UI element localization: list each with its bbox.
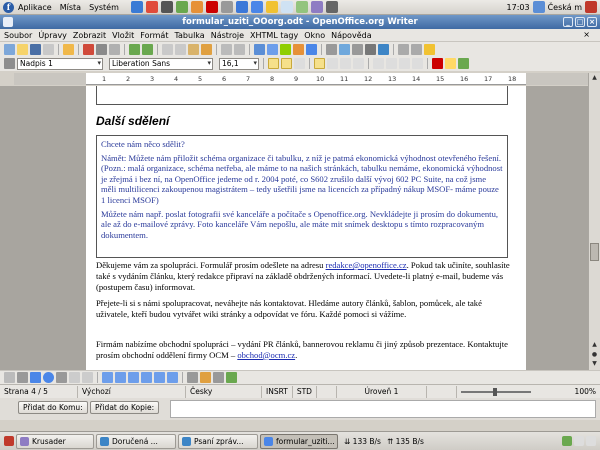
standard-toolbar (0, 41, 600, 56)
align-right-icon[interactable] (340, 58, 351, 69)
status-bar (0, 384, 600, 398)
styles-icon[interactable] (4, 58, 15, 69)
font-name-select[interactable]: Liberation Sans ▾ (109, 58, 213, 70)
freeform-icon[interactable] (56, 372, 67, 383)
business-email-link[interactable]: obchod@ocm.cz (237, 349, 296, 360)
launcher-tool-icon[interactable] (221, 1, 233, 13)
print-preview-icon[interactable] (109, 44, 120, 55)
window-titlebar (0, 15, 600, 29)
help-icon[interactable] (378, 44, 389, 55)
basic-shapes-icon[interactable] (102, 372, 113, 383)
outline-level: Úroveň 1 (337, 386, 427, 398)
launcher-terminal-icon[interactable] (161, 1, 173, 13)
edit-file-icon[interactable] (63, 44, 74, 55)
paragraph-style-select[interactable]: Nadpis 1 ▾ (17, 58, 103, 70)
panel-tray (507, 1, 597, 13)
bullets-icon[interactable] (386, 58, 397, 69)
paragraph-thanks: Děkujeme vám za spolupráci. Formulář prosím odešlete na adresu redakce@openoffice.cz. Pokud tak učiníte, souhlasíte také s vydáním článku, který redakce připraví na základě obdržených informací. Uvedete-li platný e-mail, budeme vás (postupem času) informovat. (96, 260, 510, 292)
close-window-button[interactable]: × (587, 17, 597, 27)
ruler-tick: 16 (460, 75, 469, 83)
task-compose[interactable]: Psaní zpráv... (178, 434, 258, 449)
menu-format[interactable]: Formát (140, 30, 169, 40)
launcher-impress-icon[interactable] (266, 1, 278, 13)
drawing-toolbar (0, 370, 600, 384)
ruler-tick: 5 (198, 75, 203, 83)
menu-help[interactable]: Nápověda (331, 30, 372, 40)
print-icon[interactable] (96, 44, 107, 55)
box-title: Chcete nám něco sdělit? (101, 139, 185, 149)
add-cc-button[interactable]: Přidat do Kopie: (90, 401, 159, 414)
launcher-writer-icon[interactable] (236, 1, 248, 13)
fedora-logo-icon[interactable]: f (3, 2, 14, 13)
export-pdf-icon[interactable] (83, 44, 94, 55)
align-left-icon[interactable] (314, 58, 325, 69)
chart-icon[interactable] (293, 44, 304, 55)
italic-icon[interactable] (281, 58, 292, 69)
menu-tools[interactable]: Nástroje (210, 30, 245, 40)
paragraph-business: Firmám nabízíme obchodní spolupráci – vydání PR článků, bannerovou reklamu či jiný způsob prezentace. Kontaktujte prosím obchodní oddělení firmy OCM – obchod@ocm.cz. (96, 339, 508, 360)
ruler-tick: 2 (126, 75, 131, 83)
menu-table[interactable]: Tabulka (174, 30, 205, 40)
hyperlink-icon[interactable] (254, 44, 265, 55)
menu-applications[interactable]: Aplikace (18, 2, 52, 12)
text-icon[interactable] (69, 372, 80, 383)
menu-places[interactable]: Místa (59, 2, 82, 12)
paragraph-cooperation: Přejete-li si s námi spolupracovat, neváhejte nás kontaktovat. Hledáme autory článků, šablon, pomůcek, ale také uživatele, kteří budou vytvářet wiki stránky a odpovídat ve fóru. Každé pomoci si vážíme. (96, 298, 482, 319)
view-layout-icons[interactable] (427, 386, 457, 398)
bottom-taskbar (0, 431, 600, 450)
ruler-tick: 6 (222, 75, 227, 83)
vertical-scrollbar[interactable] (588, 73, 600, 370)
bold-icon[interactable] (268, 58, 279, 69)
editorial-email-link[interactable]: redakce@openoffice.cz (325, 260, 407, 270)
rectangle-icon[interactable] (30, 372, 41, 383)
ruler-tick: 1 (102, 75, 107, 83)
trash-icon[interactable] (586, 436, 596, 446)
flowchart-icon[interactable] (141, 372, 152, 383)
previous-table-box[interactable] (96, 86, 508, 105)
line-icon[interactable] (17, 372, 28, 383)
launcher-calc-icon[interactable] (251, 1, 263, 13)
maximize-button[interactable]: □ (576, 18, 584, 26)
show-desktop-icon[interactable] (4, 436, 14, 446)
section-heading[interactable]: Další sdělení (96, 114, 170, 128)
extension-panel (0, 398, 600, 420)
ruler-tick: 17 (484, 75, 493, 83)
network-icon[interactable] (533, 1, 545, 13)
launcher-network-icon[interactable] (296, 1, 308, 13)
launcher-mail-icon[interactable] (146, 1, 158, 13)
menu-system[interactable]: Systém (89, 2, 119, 12)
add-to-button[interactable]: Přidat do Komu: (18, 401, 88, 414)
ruler-tick: 14 (412, 75, 421, 83)
ruler-tick: 13 (388, 75, 397, 83)
callout-icon[interactable] (82, 372, 93, 383)
zoom-icon[interactable] (365, 44, 376, 55)
logout-icon[interactable] (585, 1, 597, 13)
extension-text-area[interactable] (170, 400, 596, 418)
nonprinting-chars-icon[interactable] (352, 44, 363, 55)
launcher-chat-icon[interactable] (311, 1, 323, 13)
launcher-add-icon[interactable] (206, 1, 218, 13)
draw-functions-icon[interactable] (306, 44, 317, 55)
network-upload-rate: ⇈ 135 B/s (386, 436, 424, 446)
navigation-icon[interactable]: ● (591, 351, 598, 358)
horizontal-ruler[interactable] (14, 73, 588, 85)
extrusion-icon[interactable] (226, 372, 237, 383)
ruler-tick: 8 (270, 75, 275, 83)
ruler-tick: 15 (436, 75, 445, 83)
message-box[interactable] (96, 135, 508, 258)
selection-mode-indicator[interactable]: STD (293, 386, 317, 398)
scrollbar-thumb[interactable] (590, 243, 599, 261)
select-icon[interactable] (4, 372, 15, 383)
launcher-icons (131, 1, 338, 13)
box-paragraph-2: Můžete nám např. poslat fotografii své kanceláře a počítače s Openoffice.org. Nevkládejte ji prosím do dokumentu, ale až do e-mailové zprávy. Foto kanceláře Vám nepošlu, ale máte mit snímek desktopu s tímto rozpracovaným dokumentem. (101, 208, 499, 240)
new-icon[interactable] (4, 44, 15, 55)
menu-file[interactable]: Soubor (4, 30, 33, 40)
page-style-indicator[interactable]: Výchozí (78, 386, 186, 398)
symbol-shapes-icon[interactable] (115, 372, 126, 383)
launcher-browser-icon[interactable] (131, 1, 143, 13)
launcher-files-icon[interactable] (176, 1, 188, 13)
points-icon[interactable] (187, 372, 198, 383)
document-modified-icon (317, 386, 337, 398)
align-center-icon[interactable] (327, 58, 338, 69)
format-paintbrush-icon[interactable] (201, 44, 212, 55)
launcher-pdf-icon[interactable] (191, 1, 203, 13)
clock[interactable]: 17:03 (506, 2, 530, 12)
menu-edit[interactable]: Úpravy (38, 30, 67, 40)
task-krusader[interactable]: Krusader (16, 434, 94, 449)
table-icon[interactable] (267, 44, 278, 55)
menu-xhtml[interactable]: XHTML tagy (250, 30, 299, 40)
background-color-icon[interactable] (458, 58, 469, 69)
mail-icon (100, 437, 109, 446)
numbering-icon[interactable] (373, 58, 384, 69)
menubar (0, 29, 600, 41)
page-indicator[interactable]: Strana 4 / 5 (0, 386, 78, 398)
network-download-rate: ⇊ 133 B/s (344, 436, 381, 446)
window-menu-icon[interactable] (3, 17, 13, 27)
callouts-icon[interactable] (154, 372, 165, 383)
launcher-draw-icon[interactable] (281, 1, 293, 13)
ellipse-icon[interactable] (43, 372, 54, 383)
ruler-tick: 12 (364, 75, 373, 83)
box-paragraph-1: Námět: Můžete nám přiložit schéma organizace či tabulku, z níž je patmá ekonomická výhodnost otevřeného řešení. (Pozn.: malá organizace, schéma netřeba, ale máme to na našich stránkách, tabulku nemáme, ekonomická výhodnost je zřejmá i bez ní, na OpenOffice jedeme od r. 2004 poté, co S602 zrušilo další vývoj 602 PC Suite, na což jsme měli multilicenci zakoupenou magistrátem – tedy ušetřili jsme na licencích za případný nákup MSOF- máme pouze 1 licenci MSOF) (101, 152, 503, 205)
workspace-2-icon[interactable] (574, 436, 584, 446)
formatting-toolbar (0, 56, 600, 71)
increase-indent-icon[interactable] (412, 58, 423, 69)
extension-icon-2[interactable] (411, 44, 422, 55)
menu-window[interactable]: Okno (304, 30, 326, 40)
zoom-slider[interactable] (457, 386, 571, 398)
font-color-icon[interactable] (432, 58, 443, 69)
ruler-tick: 7 (246, 75, 251, 83)
ruler-tick: 11 (340, 75, 349, 83)
compose-icon (182, 437, 191, 446)
justify-icon[interactable] (353, 58, 364, 69)
stars-icon[interactable] (167, 372, 178, 383)
spellcheck-icon[interactable] (129, 44, 140, 55)
autospellcheck-icon[interactable] (142, 44, 153, 55)
close-document-icon[interactable]: × (583, 30, 590, 39)
launcher-monitor-icon[interactable] (326, 1, 338, 13)
krusader-icon (20, 437, 29, 446)
top-panel (0, 0, 600, 15)
task-inbox[interactable]: Doručená ... (96, 434, 176, 449)
find-replace-icon[interactable] (326, 44, 337, 55)
ruler-tick: 3 (150, 75, 155, 83)
ruler-tick: 10 (316, 75, 325, 83)
paste-icon[interactable] (188, 44, 199, 55)
email-icon[interactable] (43, 44, 54, 55)
fontwork-icon[interactable] (200, 372, 211, 383)
underline-icon[interactable] (294, 58, 305, 69)
task-writer[interactable]: formular_uziti... (260, 434, 338, 449)
menu-view[interactable]: Zobrazit (72, 30, 107, 40)
minimize-button[interactable]: _ (563, 17, 573, 27)
image-icon[interactable] (280, 44, 291, 55)
insert-mode-indicator[interactable]: INSRT (262, 386, 293, 398)
ruler-tick: 9 (294, 75, 299, 83)
font-size-select[interactable]: 16,1 ▾ (219, 58, 259, 70)
decrease-indent-icon[interactable] (399, 58, 410, 69)
extension-icon-1[interactable] (398, 44, 409, 55)
workspace-1-icon[interactable] (562, 436, 572, 446)
ruler-tick: 4 (174, 75, 179, 83)
keyboard-layout[interactable]: Česká m (547, 2, 582, 12)
copy-icon[interactable] (175, 44, 186, 55)
language-indicator[interactable]: Česky (186, 386, 262, 398)
navigator-icon[interactable] (339, 44, 350, 55)
highlight-icon[interactable] (445, 58, 456, 69)
open-icon[interactable] (17, 44, 28, 55)
extension-icon-3[interactable] (424, 44, 435, 55)
menu-insert[interactable]: Vložit (112, 30, 135, 40)
previous-page-icon[interactable]: ▲ (592, 341, 597, 348)
scroll-up-icon[interactable]: ▲ (592, 74, 597, 81)
cut-icon[interactable] (162, 44, 173, 55)
next-page-icon[interactable]: ▼ (592, 360, 597, 367)
window-title: formular_uziti_OOorg.odt - OpenOffice.org Writer (182, 17, 418, 27)
from-file-icon[interactable] (213, 372, 224, 383)
save-icon[interactable] (30, 44, 41, 55)
writer-icon (264, 437, 273, 446)
ruler-tick: 18 (508, 75, 517, 83)
undo-icon[interactable] (221, 44, 232, 55)
redo-icon[interactable] (234, 44, 245, 55)
block-arrows-icon[interactable] (128, 372, 139, 383)
zoom-level[interactable]: 100% (574, 387, 596, 396)
